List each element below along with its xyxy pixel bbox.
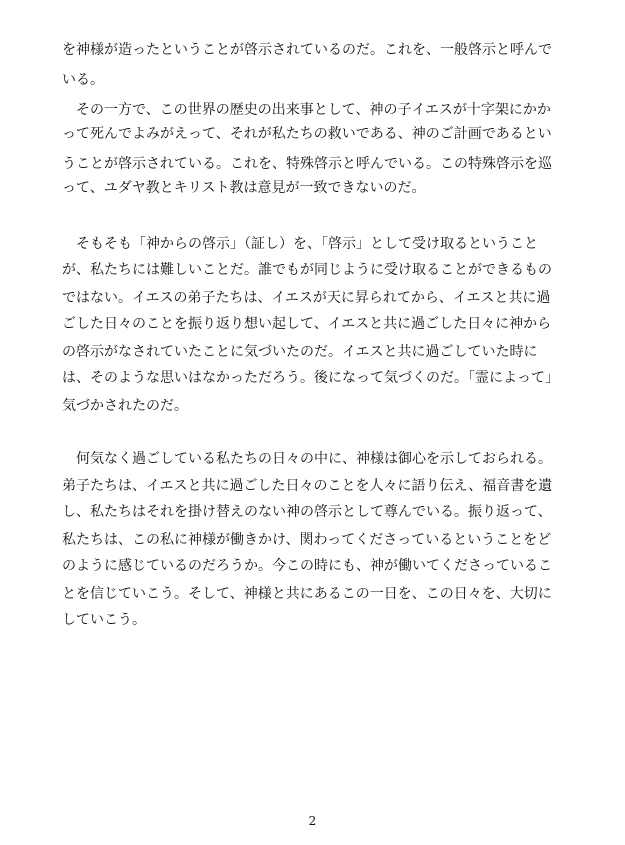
text-line: ではない。イエスの弟子たちは、イエスが天に昇られてから、イエスと共に過: [62, 290, 551, 306]
text-line: そもそも「神からの啓示」（証し）を、「啓示」として受け取るということ: [62, 236, 538, 252]
text-line: 弟子たちは、イエスと共に過ごした日々のことを人々に語り伝え、福音書を遺: [62, 478, 553, 494]
text-line: し、私たちはそれを掛け替えのない神の啓示として尊んでいる。振り返って、: [62, 504, 552, 520]
text-line: していこう。: [62, 612, 146, 628]
text-line: 私たちは、この私に神様が働きかけ、関わってくださっているということをど: [62, 532, 552, 548]
text-line: その一方で、この世界の歴史の出来事として、神の子イエスが十字架にかか: [62, 102, 551, 118]
text-line: ごした日々のことを振り返り想い起して、イエスと共に過ごした日々に神から: [62, 316, 552, 332]
text-line: を神様が造ったということが啓示されているのだ。これを、一般啓示と呼んで: [62, 42, 552, 58]
text-line: って死んでよみがえって、それが私たちの救いである、神のご計画であるとい: [62, 126, 552, 142]
text-line: うことが啓示されている。これを、特殊啓示と呼んでいる。この特殊啓示を巡: [62, 156, 552, 172]
text-line: いる。: [62, 72, 104, 88]
text-line: って、ユダヤ教とキリスト教は意見が一致できないのだ。: [62, 180, 426, 196]
text-line: 気づかされたのだ。: [62, 398, 188, 414]
text-line: は、そのような思いはなかっただろう。後になって気づくのだ。「霊によって」: [62, 370, 559, 386]
text-line: が、私たちには難しいことだ。誰でもが同じように受け取ることができるもの: [62, 262, 552, 278]
text-line: のように感じているのだろうか。今この時にも、神が働いてくださっているこ: [62, 558, 552, 574]
text-line: の啓示がなされていたことに気づいたのだ。イエスと共に過ごしていた時に: [62, 344, 538, 360]
text-line: とを信じていこう。そして、神様と共にあるこの一日を、この日々を、大切に: [62, 586, 552, 602]
page-number: 2: [308, 814, 317, 828]
text-line: 何気なく過ごしている私たちの日々の中に、神様は御心を示しておられる。: [62, 451, 552, 467]
